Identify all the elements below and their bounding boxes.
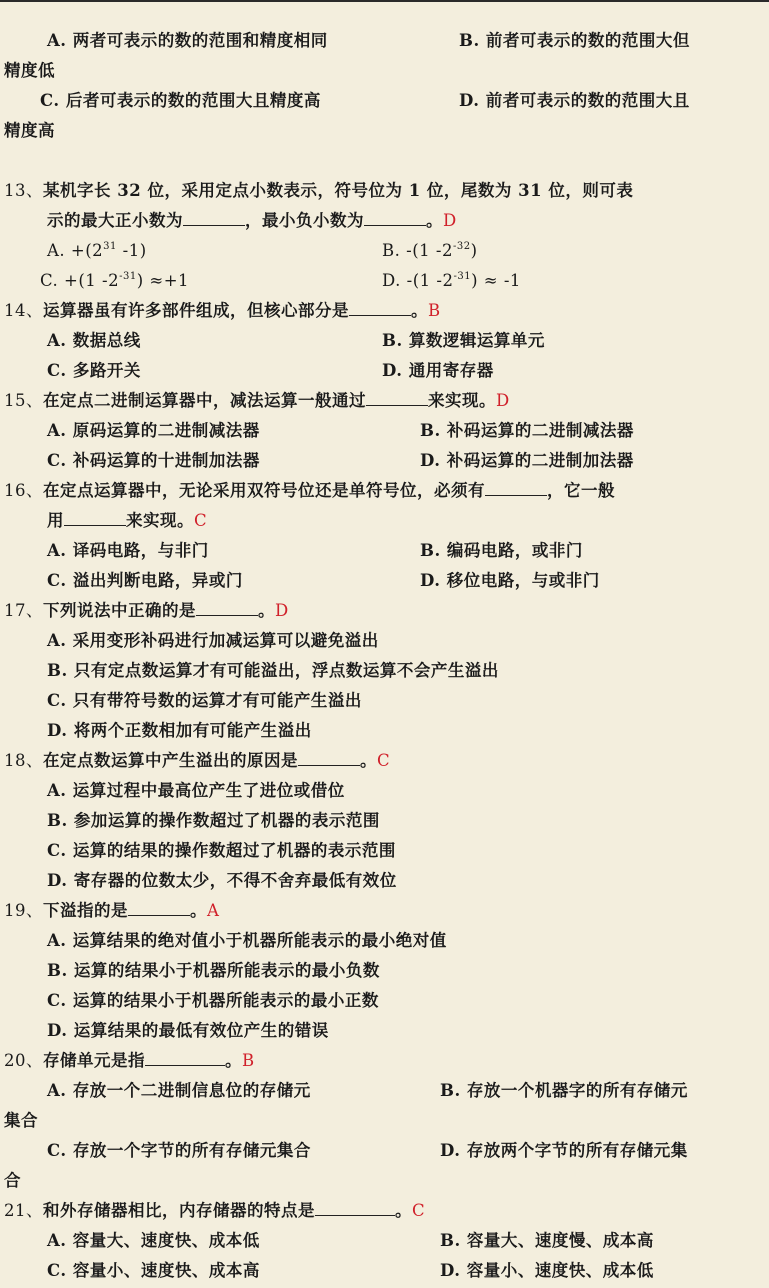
q13-b-post: ) <box>470 241 478 260</box>
q17-blank <box>196 601 258 616</box>
q18-option-c: C. 运算的结果的操作数超过了机器的表示范围 <box>47 841 396 860</box>
q16-stem-line2 <box>47 510 207 532</box>
q13-stem-line2 <box>47 210 457 232</box>
q15-blank <box>366 391 428 406</box>
q13-b-exp: -32 <box>452 241 471 252</box>
q13-option-c <box>40 270 189 292</box>
q13-option-b <box>382 240 478 262</box>
q18-blank <box>298 751 360 766</box>
q20-option-b-cont: 集合 <box>4 1111 38 1130</box>
intro-option-d: D. 前者可表示的数的范围大且 <box>459 91 690 110</box>
q14-stem <box>4 300 441 322</box>
q14-blank <box>349 301 411 316</box>
q13-c-pre: C. +(1 -2 <box>40 271 120 290</box>
q13-a-exp: 31 <box>103 241 117 252</box>
q15-text: 在定点二进制运算器中，减法运算一般通过 <box>43 391 366 410</box>
q21-text: 和外存储器相比，内存储器的特点是 <box>43 1201 315 1220</box>
intro-option-c: C. 后者可表示的数的范围大且精度高 <box>40 91 321 110</box>
q19-number: 19、 <box>4 901 43 920</box>
q16-number: 16、 <box>4 481 43 500</box>
q17-option-a: A. 采用变形补码进行加减运算可以避免溢出 <box>47 631 379 650</box>
q15-option-d: D. 补码运算的二进制加法器 <box>420 451 634 470</box>
q20-option-b: B. 存放一个机器字的所有存储元 <box>440 1081 688 1100</box>
q14-number: 14、 <box>4 301 43 320</box>
q20-text: 存储单元是指 <box>43 1051 145 1070</box>
q14-option-b: B. 算数逻辑运算单元 <box>382 331 545 350</box>
q17-answer: D <box>275 601 289 620</box>
intro-option-a: A. 两者可表示的数的范围和精度相同 <box>47 31 328 50</box>
q21-stem <box>4 1200 425 1222</box>
q17-option-c: C. 只有带符号数的运算才有可能产生溢出 <box>47 691 362 710</box>
q13-option-a <box>47 240 147 262</box>
q20-option-a: A. 存放一个二进制信息位的存储元 <box>47 1081 311 1100</box>
q16-text1: 在定点运算器中，无论采用双符号位还是单符号位，必须有 <box>43 481 485 500</box>
q21-option-a: A. 容量大、速度快、成本低 <box>47 1231 260 1250</box>
q17-option-d: D. 将两个正数相加有可能产生溢出 <box>47 721 312 740</box>
q13-d-post: ) ≈ -1 <box>471 271 521 290</box>
q20-option-d: D. 存放两个字节的所有存储元集 <box>440 1141 688 1160</box>
q20-number: 20、 <box>4 1051 43 1070</box>
q21-option-d: D. 容量小、速度快、成本低 <box>440 1261 654 1280</box>
q13-c-post: ) ≈+1 <box>136 271 190 290</box>
q13-text2b: ，最小负小数为 <box>245 211 364 230</box>
q13-blank-1 <box>183 211 245 226</box>
q13-d-exp: -31 <box>453 271 472 282</box>
q16-text2a: 用 <box>47 511 64 530</box>
q17-text: 下列说法中正确的是 <box>43 601 196 620</box>
intro-option-d-cont: 精度高 <box>4 121 55 140</box>
q13-end: 。 <box>426 211 443 230</box>
q15-answer: D <box>496 391 510 410</box>
q19-text: 下溢指的是 <box>43 901 128 920</box>
q18-option-d: D. 寄存器的位数太少，不得不舍弃最低有效位 <box>47 871 397 890</box>
q13-b-pre: B. -(1 -2 <box>382 241 453 260</box>
q13-blank-2 <box>364 211 426 226</box>
q16-blank-2 <box>64 511 126 526</box>
q18-number: 18、 <box>4 751 43 770</box>
q19-option-b: B. 运算的结果小于机器所能表示的最小负数 <box>47 961 380 980</box>
q20-answer: B <box>242 1051 255 1070</box>
q14-option-a: A. 数据总线 <box>47 331 141 350</box>
intro-option-b: B. 前者可表示的数的范围大但 <box>459 31 690 50</box>
q19-option-d: D. 运算结果的最低有效位产生的错误 <box>47 1021 329 1040</box>
q15-option-b: B. 补码运算的二进制减法器 <box>420 421 634 440</box>
q14-answer: B <box>428 301 441 320</box>
q13-a-post: -1) <box>116 241 147 260</box>
q19-stem <box>4 900 219 922</box>
q17-option-b: B. 只有定点数运算才有可能溢出，浮点数运算不会产生溢出 <box>47 661 499 680</box>
q13-number: 13、 <box>4 181 43 200</box>
q16-option-d: D. 移位电路，与或非门 <box>420 571 600 590</box>
q16-text2b: 来实现。 <box>126 511 194 530</box>
q18-option-b: B. 参加运算的操作数超过了机器的表示范围 <box>47 811 380 830</box>
q19-end: 。 <box>190 901 207 920</box>
q13-c-exp: -31 <box>119 271 137 282</box>
q16-answer: C <box>194 511 208 530</box>
q15-option-c: C. 补码运算的十进制加法器 <box>47 451 260 470</box>
q14-option-c: C. 多路开关 <box>47 361 141 380</box>
q13-text: 某机字长 32 位，采用定点小数表示，符号位为 1 位，尾数为 31 位，则可表 <box>43 181 634 200</box>
intro-option-b-cont: 精度低 <box>4 61 55 80</box>
q18-option-a: A. 运算过程中最高位产生了进位或借位 <box>47 781 345 800</box>
q16-option-b: B. 编码电路，或非门 <box>420 541 583 560</box>
q17-number: 17、 <box>4 601 43 620</box>
q18-end: 。 <box>360 751 377 770</box>
q16-option-a: A. 译码电路，与非门 <box>47 541 209 560</box>
q13-text2a: 示的最大正小数为 <box>47 211 183 230</box>
q15-number: 15、 <box>4 391 43 410</box>
q21-option-b: B. 容量大、速度慢、成本高 <box>440 1231 654 1250</box>
q21-blank <box>315 1201 395 1216</box>
q15-option-a: A. 原码运算的二进制减法器 <box>47 421 260 440</box>
q16-option-c: C. 溢出判断电路，异或门 <box>47 571 243 590</box>
q21-end: 。 <box>395 1201 412 1220</box>
q20-blank <box>145 1051 225 1066</box>
q21-option-c: C. 容量小、速度快、成本高 <box>47 1261 260 1280</box>
q21-number: 21、 <box>4 1201 43 1220</box>
q18-answer: C <box>377 751 391 770</box>
q19-answer: A <box>207 901 220 920</box>
q15-text-after: 来实现。 <box>428 391 496 410</box>
q17-end: 。 <box>258 601 275 620</box>
q16-text1b: ，它一般 <box>547 481 615 500</box>
q18-text: 在定点数运算中产生溢出的原因是 <box>43 751 298 770</box>
q16-blank-1 <box>485 481 547 496</box>
q20-option-c: C. 存放一个字节的所有存储元集合 <box>47 1141 311 1160</box>
q17-stem <box>4 600 289 622</box>
q20-stem <box>4 1050 255 1072</box>
top-rule <box>0 0 769 2</box>
q13-a-pre: A. +(2 <box>47 241 104 260</box>
q20-option-d-cont: 合 <box>4 1171 21 1190</box>
q14-end: 。 <box>411 301 428 320</box>
q14-text: 运算器虽有许多部件组成，但核心部分是 <box>43 301 349 320</box>
q14-option-d: D. 通用寄存器 <box>382 361 494 380</box>
q19-option-a: A. 运算结果的绝对值小于机器所能表示的最小绝对值 <box>47 931 447 950</box>
q13-stem-line1 <box>4 180 633 202</box>
q13-answer: D <box>443 211 457 230</box>
q20-end: 。 <box>225 1051 242 1070</box>
q19-option-c: C. 运算的结果小于机器所能表示的最小正数 <box>47 991 379 1010</box>
q19-blank <box>128 901 190 916</box>
q18-stem <box>4 750 390 772</box>
q15-stem <box>4 390 510 412</box>
q13-option-d <box>382 270 521 292</box>
q16-stem-line1 <box>4 480 615 502</box>
q13-d-pre: D. -(1 -2 <box>382 271 454 290</box>
q21-answer: C <box>412 1201 426 1220</box>
